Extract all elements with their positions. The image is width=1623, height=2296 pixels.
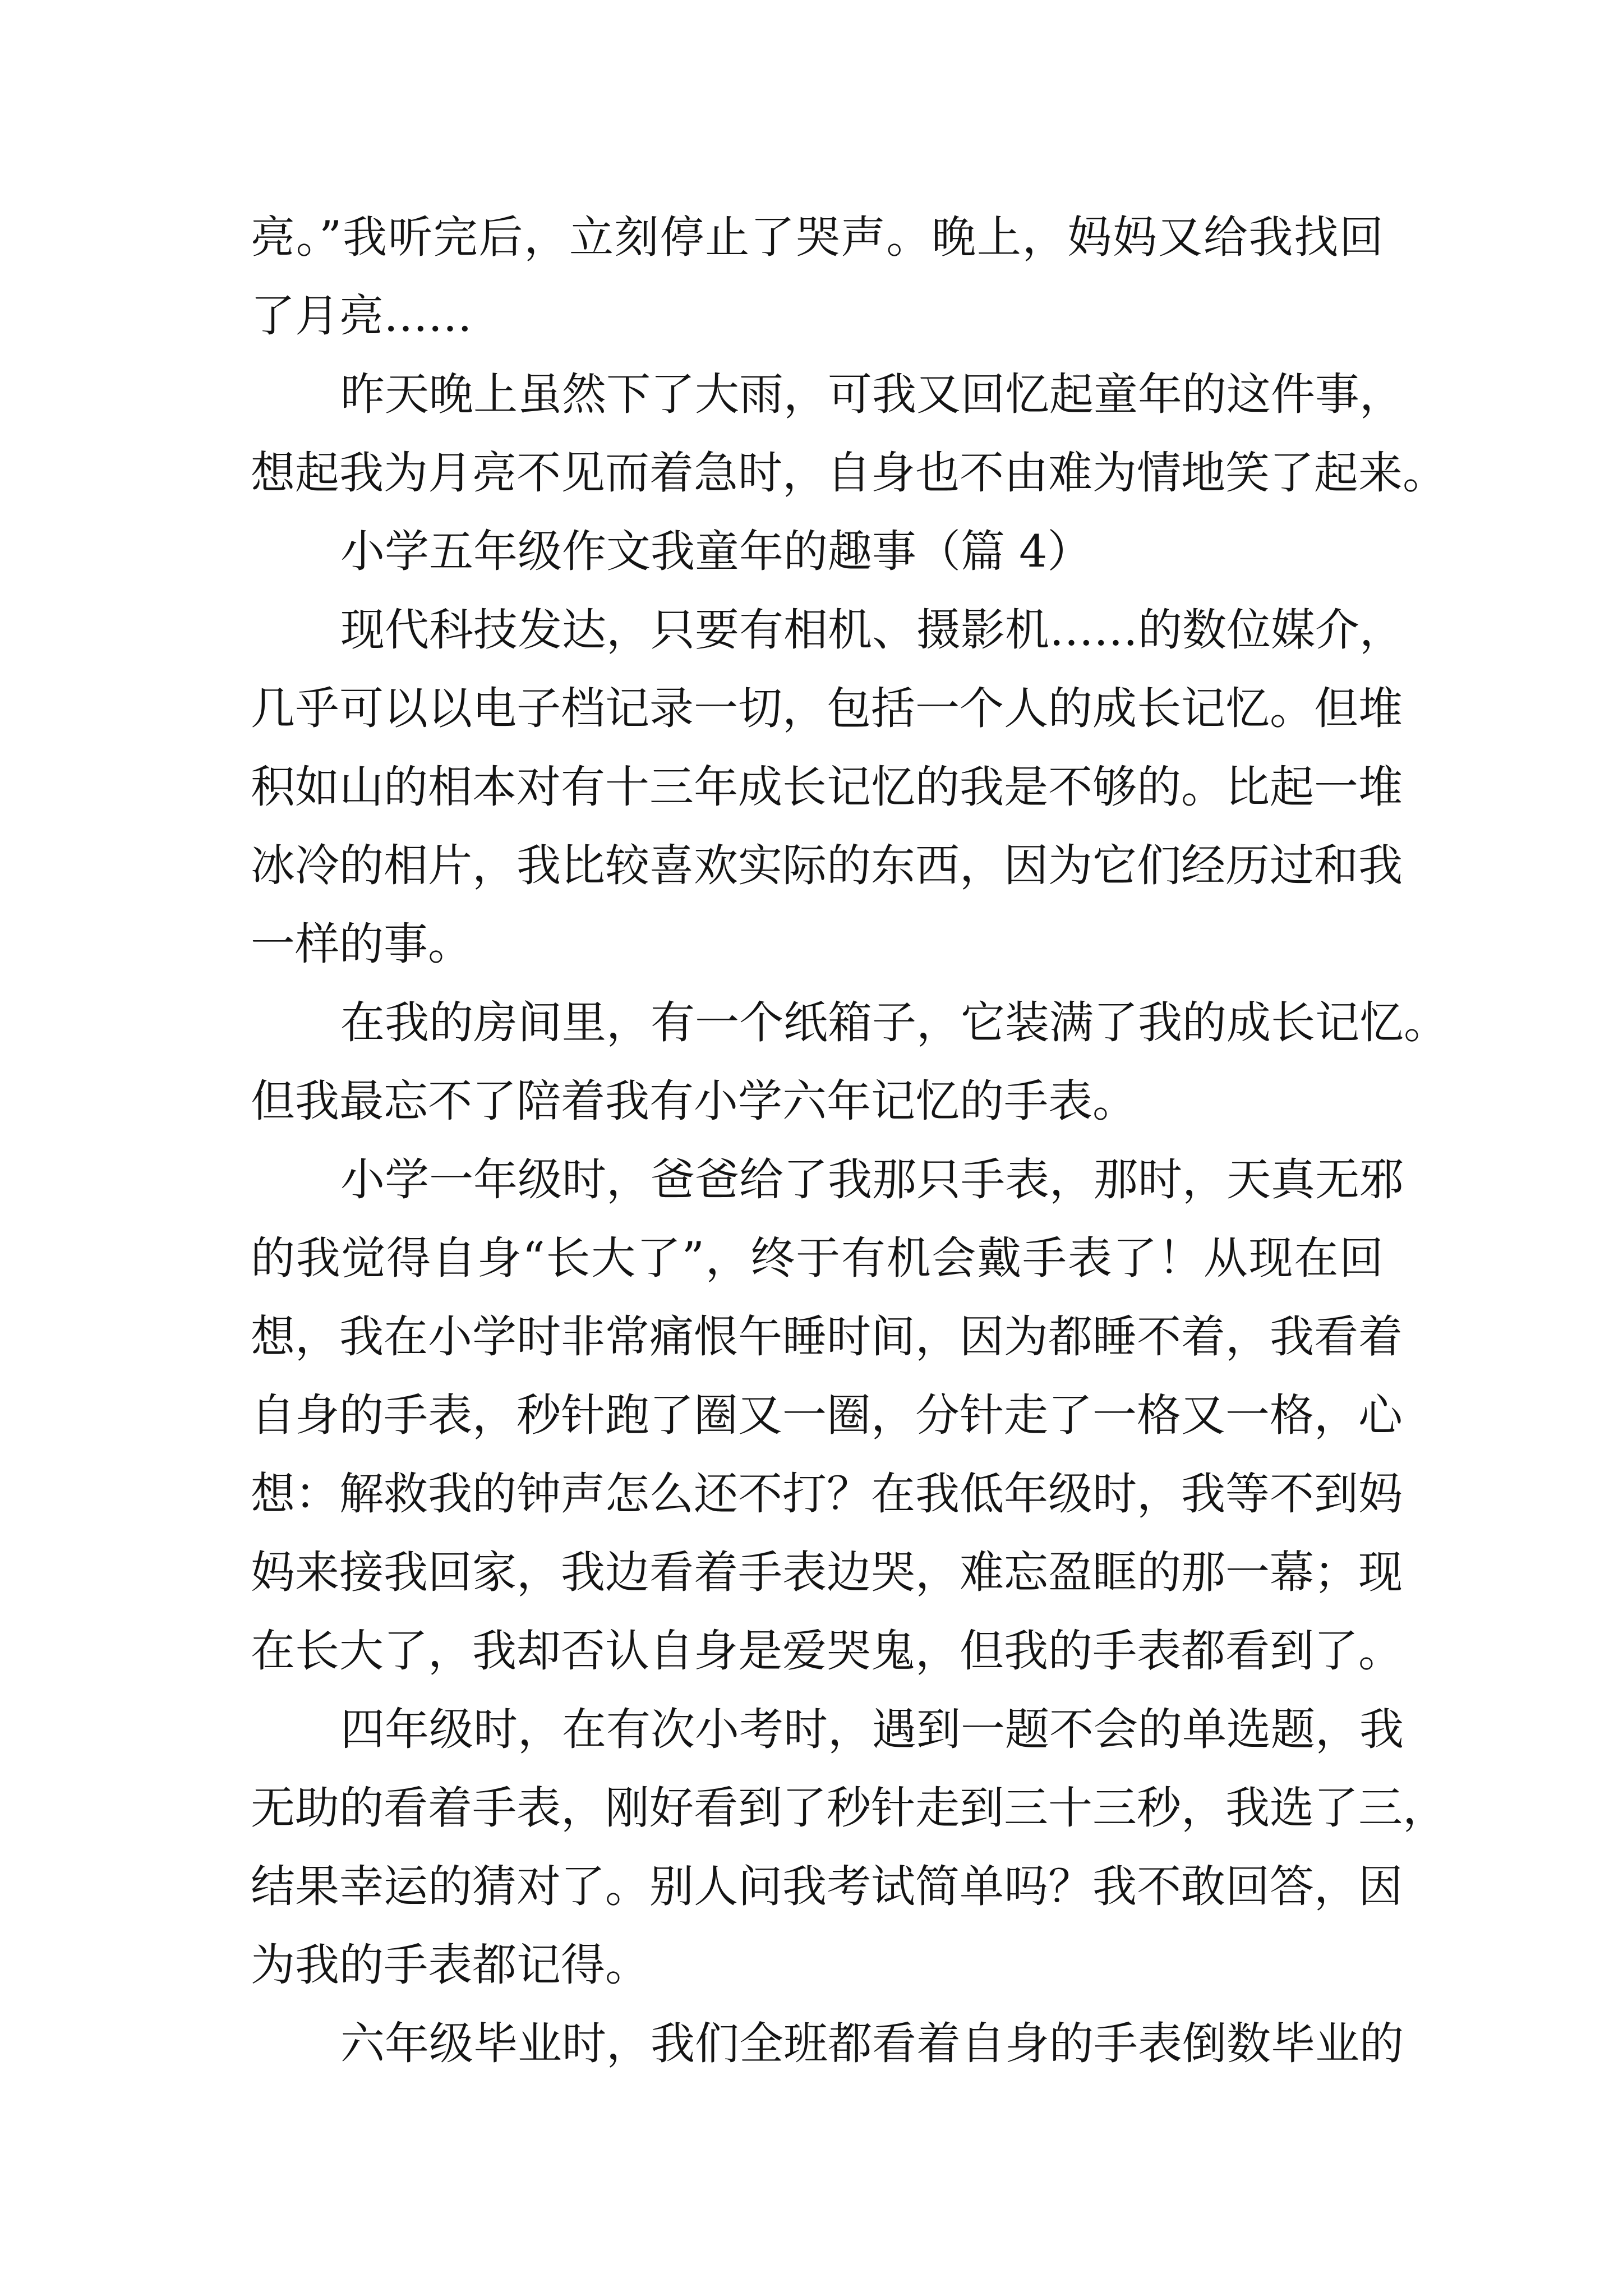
text-line: 六年级毕业时，我们全班都看着自身的手表倒数毕业的 <box>340 2018 1404 2069</box>
text-line: 结果幸运的猜对了。别人问我考试简单吗？我不敢回答，因 <box>251 1861 1403 1912</box>
text-line: 昨天晚上虽然下了大雨，可我又回忆起童年的这件事， <box>340 369 1404 420</box>
text-line: 想，我在小学时非常痛恨午睡时间，因为都睡不着，我看着 <box>251 1311 1403 1363</box>
text-line: 小学一年级时，爸爸给了我那只手表，那时，天真无邪 <box>340 1154 1404 1205</box>
text-line: 无助的看着手表，刚好看到了秒针走到三十三秒，我选了三， <box>251 1782 1447 1834</box>
text-line: 妈来接我回家，我边看着手表边哭，难忘盈眶的那一幕；现 <box>251 1547 1403 1598</box>
text-line: 积如山的相本对有十三年成长记忆的我是不够的。比起一堆 <box>251 761 1403 813</box>
text-line: 自身的手表，秒针跑了圈又一圈，分针走了一格又一格，心 <box>251 1389 1403 1441</box>
text-line: 一样的事。 <box>251 918 472 970</box>
text-line: 四年级时，在有次小考时，遇到一题不会的单选题，我 <box>340 1704 1404 1755</box>
text-line: 为我的手表都记得。 <box>251 1939 649 1991</box>
text-line: 现代科技发达，只要有相机、摄影机……的数位媒介， <box>340 604 1404 656</box>
text-line: 的我觉得自身“长大了”，终于有机会戴手表了！从现在回 <box>251 1232 1384 1284</box>
text-line: 想：解救我的钟声怎么还不打？在我低年级时，我等不到妈 <box>251 1468 1403 1520</box>
text-line: 想起我为月亮不见而着急时，自身也不由难为情地笑了起来。 <box>251 447 1447 499</box>
text-line: 冰冷的相片，我比较喜欢实际的东西，因为它们经历过和我 <box>251 840 1403 891</box>
text-line: 了月亮…… <box>251 290 472 342</box>
text-line: 在长大了，我却否认自身是爱哭鬼，但我的手表都看到了。 <box>251 1625 1403 1677</box>
text-line: 但我最忘不了陪着我有小学六年记忆的手表。 <box>251 1075 1137 1127</box>
text-line: 亮。”我听完后，立刻停止了哭声。晚上，妈妈又给我找回 <box>251 211 1384 263</box>
section-heading: 小学五年级作文我童年的趣事（篇 4） <box>340 526 1092 577</box>
text-line: 几乎可以以电子档记录一切，包括一个人的成长记忆。但堆 <box>251 683 1403 734</box>
text-line: 在我的房间里，有一个纸箱子，它装满了我的成长记忆。 <box>340 997 1448 1048</box>
